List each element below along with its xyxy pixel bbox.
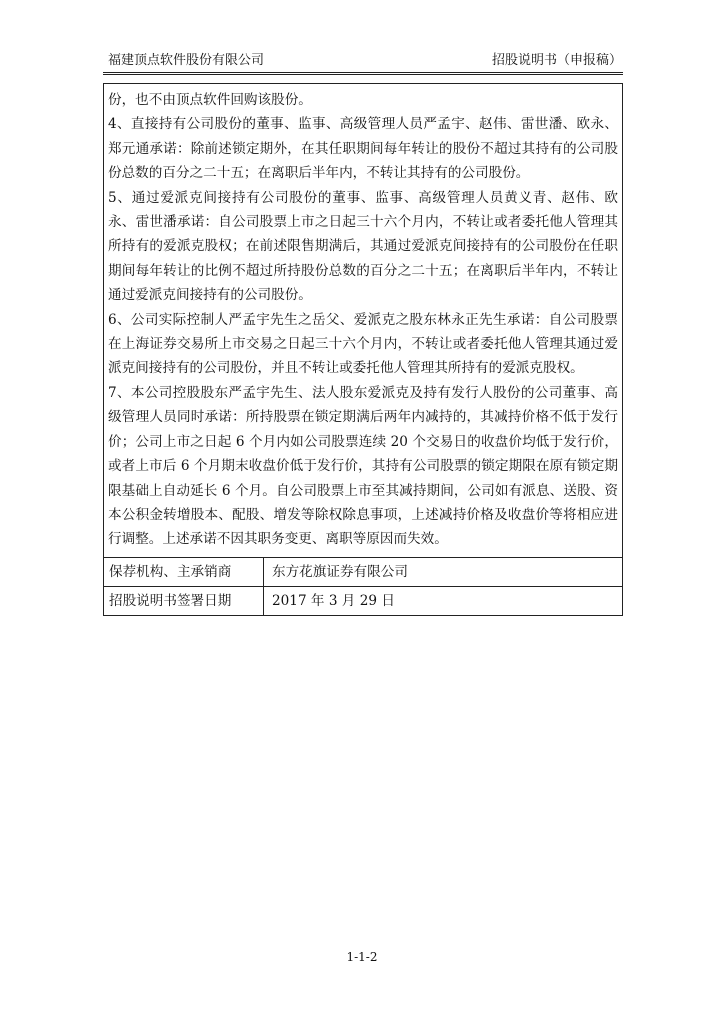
signing-date-label: 招股说明书签署日期: [104, 587, 264, 615]
header-document-type: 招股说明书（申报稿）: [491, 53, 622, 68]
commitment-paragraph: 份，也不由顶点软件回购该股份。: [108, 92, 312, 108]
commitment-paragraph: 5、通过爱派克间接持有公司股份的董事、监事、高级管理人员黄义青、赵伟、欧永、雷世潘承诺：自公司股票上市之日起三十六个月内，不转让或者委托他人管理其所持有的爱派克股权；在前述限售期满后，其通过爱派克间接持有的公司股份在任职期间每年转让的比例不超过所持股份总数的百分之二十五；在离职后半年内，不转让通过爱派克间接持有的公司股份。: [108, 189, 618, 304]
sponsor-value: 东方花旗证券有限公司: [272, 563, 408, 580]
signing-date-value: 2017 年 3 月 29 日: [272, 592, 395, 609]
summary-table: [103, 83, 623, 616]
header-company-name: 福建顶点软件股份有限公司: [108, 53, 265, 68]
commitment-paragraph: 6、公司实际控制人严孟宇先生之岳父、爱派克之股东林永正先生承诺：自公司股票在上海证券交易所上市交易之日起三十六个月内，不转让或者委托他人管理其通过爱派克间接持有的公司股份，并且不转让或委托他人管理其所持有的爱派克股权。: [108, 311, 618, 377]
page-header: [108, 51, 622, 71]
commitment-paragraph: 7、本公司控股股东严孟宇先生、法人股东爱派克及持有发行人股份的公司董事、高级管理人员同时承诺：所持股票在锁定期满后两年内减持的，其减持价格不低于发行价；公司上市之日起 6 个月内如公司股票连续 20 个交易日的收盘价均低于发行价，或者上市后 6 个月期末收盘价低于发行价，其持有公司股票的锁定期限在原有锁定期限基础上自动延长 6 个月。自公司股票上市至其减持期间，公司如有派息、送股、资本公积金转增股本、配股、增发等除权除息事项，上述减持价格及收盘价等将相应进行调整。上述承诺不因其职务变更、离职等原因而失效。: [108, 384, 618, 548]
header-divider: [103, 72, 623, 75]
table-row-signing-date: [104, 587, 622, 615]
table-row-sponsor: [104, 558, 622, 587]
sponsor-label: 保荐机构、主承销商: [104, 558, 264, 586]
page-number: 1-1-2: [346, 950, 378, 964]
commitments-cell: [104, 84, 622, 558]
commitment-paragraph: 4、直接持有公司股份的董事、监事、高级管理人员严孟宇、赵伟、雷世潘、欧永、郑元通承诺：除前述锁定期外，在其任职期间每年转让的股份不超过其持有的公司股份总数的百分之二十五；在离职后半年内，不转让其持有的公司股份。: [108, 116, 618, 182]
